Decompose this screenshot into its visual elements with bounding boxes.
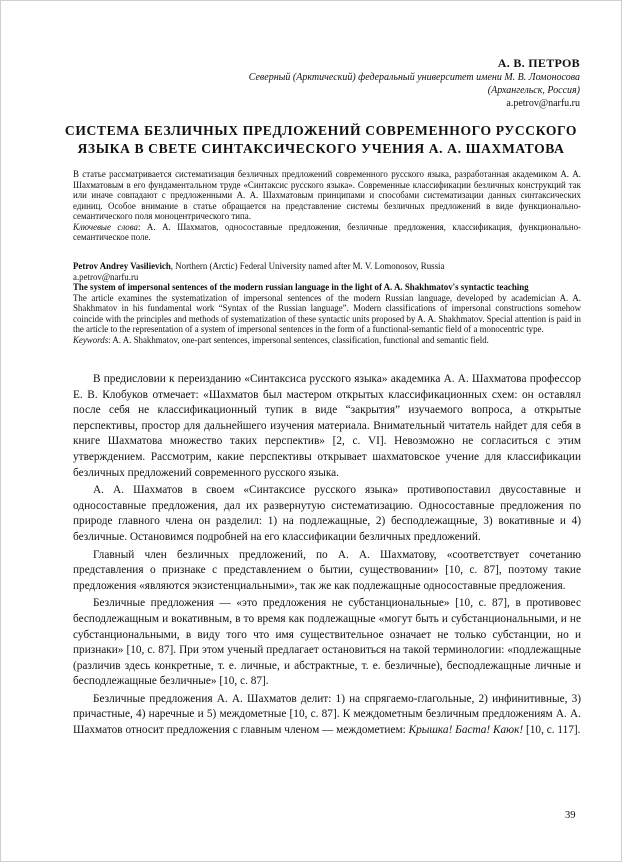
keywords-ru-text: : А. А. Шахматов, односоставные предложения, безличные предложения, классификация, функционально-семантическое поле. <box>73 221 581 242</box>
keywords-en-label: Keywords <box>73 334 109 345</box>
title-line-2: ЯЗЫКА В СВЕТЕ СИНТАКСИЧЕСКОГО УЧЕНИЯ А. А. ШАХМАТОВА <box>77 141 565 156</box>
page-number: 39 <box>565 810 576 821</box>
en-author-line <box>73 261 581 272</box>
body-paragraph-4: Безличные предложения — «это предложения не субстанциональные» [10, с. 87], в противовес бесподлежащным и вокативным, в то время как подлежащные «могут быть и субстанциональными, и не субстанциональными, в виду того что имя существительное означает не только субстанции, но и признаки» [10, с. 87]. При этом ученый предлагает остановиться на такой терминологии: «подлежащные (различив здесь конкретные, т. е. личные, и абстрактные, т. е. безличные), бесподлежащные личные и бесподлежащные безличные» [10, с. 87]. <box>73 597 581 688</box>
author-email[interactable]: a.petrov@narfu.ru <box>506 98 580 109</box>
en-author-email[interactable]: a.petrov@narfu.ru <box>73 271 139 282</box>
abstract-en <box>73 261 581 345</box>
author-block <box>249 56 580 110</box>
en-title: The system of impersonal sentences of the modern russian language in the light of A. A. Shakhmatov's syntactic teaching <box>73 282 529 292</box>
article-body <box>73 372 581 741</box>
keywords-en-text: : A. A. Shakhmatov, one-part sentences, impersonal sentences, classification, functional and semantic field. <box>108 334 489 345</box>
body-paragraph-5-text: Безличные предложения А. А. Шахматов делит: 1) на спрягаемо-глагольные, 2) инфинитивные, 3) причастные, 4) наречные и 5) междометные [10, с. 87]. К междометным безличным предложениям А. А. Шахматов относит предложения с главным членом — междометием: <box>73 692 581 737</box>
author-affiliation: Северный (Арктический) федеральный университет имени М. В. Ломоносова <box>248 72 580 83</box>
title-line-1: СИСТЕМА БЕЗЛИЧНЫХ ПРЕДЛОЖЕНИЙ СОВРЕМЕННОГО РУССКОГО <box>64 123 578 138</box>
body-paragraph-5-examples: Крышка! Баста! Каюк! <box>408 724 524 737</box>
abstract-ru <box>73 169 581 243</box>
body-paragraph-2: А. А. Шахматов в своем «Синтаксисе русского языка» противопоставил двусоставные и односоставные предложения, дал их развернутую систематизацию. Односоставные предложения по природе главного члена он разделил: 1) на подлежащные, 2) бесподлежащные, 3) вокативные и 4) безличные. Остановимся подробней на его классификации безличных предложений. <box>73 484 581 543</box>
body-paragraph-3: Главный член безличных предложений, по А. А. Шахматову, «соответствует сочетанию представления о признаке с представлением о бытии, существовании» [10, с. 87], поэтому такие предложения «являются экзистенциальными», так же как подлежащные односоставные предложения. <box>73 548 581 592</box>
en-author-affiliation: , Northern (Arctic) Federal University named after M. V. Lomonosov, Russia <box>170 261 445 271</box>
body-paragraph-5-end: [10, с. 117]. <box>523 724 581 737</box>
keywords-en <box>73 335 581 346</box>
abstract-en-text: The article examines the systematization of impersonal sentences of the modern Russian language, developed by academician A. A. Shakhmatov in his fundamental work “Syntax of the Russian language”. Modern classifications of impersonal constructions somehow coincide with the principles and methods of systematization of these syntactic units proposed by A. A. Shakhmatov. Special attention is paid in the article to the representation of a system of impersonal sentences in the form of a functional-semantic field of a monocentric type. <box>73 292 581 334</box>
keywords-ru <box>73 222 581 243</box>
article-title <box>63 122 579 158</box>
author-location: (Архангельск, Россия) <box>487 85 580 96</box>
keywords-ru-label: Ключевые слова <box>73 221 138 232</box>
body-paragraph-5 <box>73 692 581 739</box>
abstract-ru-text: В статье рассматривается систематизация безличных предложений современного русского языка, разработанная академиком А. А. Шахматовым в его фундаментальном труде «Синтаксис русского языка». Современные классификации безличных конструкций так или иначе совпадают с предложенными А. А. Шахматовым принципами и способами систематизации данных синтаксических единиц. Особое внимание в статье обращается на представление системы безличных предложений в виде функционально-семантического поля моноцентрического типа. <box>73 169 581 221</box>
en-author-name: Petrov Andrey Vasilievich <box>73 261 171 271</box>
author-name: А. В. ПЕТРОВ <box>497 56 580 70</box>
body-paragraph-1: В предисловии к переизданию «Синтаксиса русского языка» академика А. А. Шахматова профессор Е. В. Клобуков отмечает: «Шахматов был мастером открытых классификационных схем: он оставлял после себя не классификационный тупик в виде “закрытия” изучаемого вопроса, а открытые перспективы, простор для дальнейшего изучения материала. Внимательный читатель найдет для себя в книге Шахматова множество таких перспектив» [2, с. VI]. Невозможно не согласиться с этим утверждением. Рассмотрим, какие перспективы открывает шахматовское учение для классификации безличных предложений современного русского языка. <box>73 373 581 479</box>
